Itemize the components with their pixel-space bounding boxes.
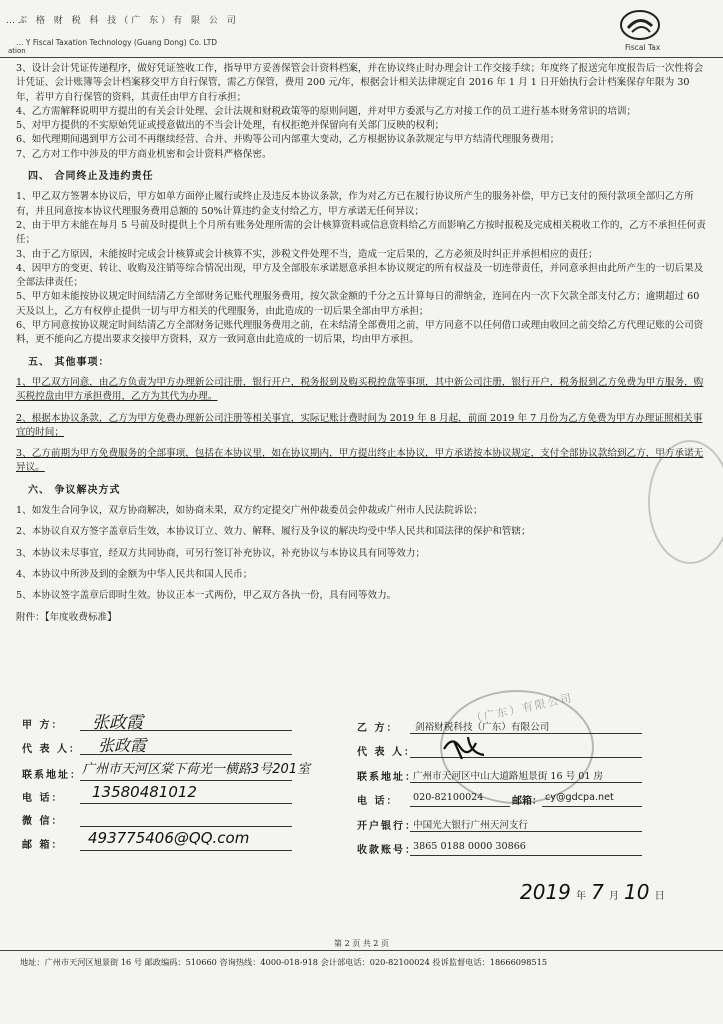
- party-b-phone-label: 电 话：: [357, 796, 399, 807]
- party-b-address-line: [410, 782, 642, 783]
- attachment-note: 附件：【年度收费标准】: [16, 611, 117, 623]
- footer-divider: [0, 950, 723, 951]
- header-divider: [0, 57, 723, 58]
- date-year-unit: 年: [576, 891, 586, 902]
- date-day-unit: 日: [654, 891, 665, 902]
- company-logo-icon: [618, 8, 662, 42]
- party-b-label: 乙 方：: [357, 723, 399, 734]
- party-b-bank: 中国光大银行广州天河支行: [413, 820, 529, 831]
- clause-7: 7、乙方对工作中涉及的甲方商业机密和会计资料严格保密。: [16, 148, 272, 160]
- date-month-unit: 月: [608, 891, 619, 902]
- s4-item: 1、甲乙双方签署本协议后，甲方如单方面停止履行或终止及违反本协议条款，作为对乙方已在履行协议所产生的服务补偿，甲方已支付的预付款项全部归乙方所有，并且同意按本协议代理服务费用总额的 50%计算违约金支付给乙方，甲方承诺无任何异议；: [16, 191, 694, 217]
- party-b-address: 广州市天河区中山大道路旭景街 16 号 01 房: [413, 771, 604, 782]
- party-a-address-line: [80, 780, 292, 781]
- clause-6: 6、如代理期间遇到甲方公司不再继续经营、合并、并购等公司内部重大变动，乙方根据协议条款规定与甲方结清代理服务费用；: [16, 134, 560, 146]
- party-b-name: 剑裕财税科技（广东）有限公司: [415, 722, 550, 733]
- s6-item: 4、本协议中所涉及到的金额为中华人民共和国人民币；: [16, 568, 253, 580]
- party-b-email-label: 邮箱：: [512, 796, 542, 807]
- company-name-en: … Y Fiscal Taxation Technology (Guang Dong) Co. LTD: [16, 38, 218, 47]
- party-a-rep-signature: 张政霞: [98, 736, 147, 755]
- party-b-email: cy@gdcpa.net: [545, 792, 614, 803]
- party-a-email: 493775406@QQ.com: [88, 829, 250, 847]
- section-6-title: 六、 争议解决方式: [28, 484, 121, 496]
- party-a-wechat-line: [80, 826, 292, 827]
- party-a-email-line: [80, 850, 292, 851]
- s5-item: 2、根据本协议条款，乙方为甲方免费办理新公司注册等相关事宜，实际记账计费时间为 2019 年 8 月起，前面 2019 年 7 月份为乙方免费为甲方办理证照相关事宜的时间；: [16, 412, 703, 438]
- s6-item: 2、本协议自双方签字盖章后生效，本协议订立、效力、解释、履行及争议的解决均受中华人民共和国法律的保护和管辖；: [16, 526, 531, 538]
- clause-4: 4、乙方需解释说明甲方提出的有关会计处理、会计法规和财税政策等的原则问题，并对甲方委派与乙方对接工作的员工进行基本财务常识的培训；: [16, 105, 637, 117]
- brand-right-label: Fiscal Tax: [625, 43, 661, 52]
- seal-text: （广东）有限公司: [469, 691, 575, 726]
- party-a-wechat-label: 微 信：: [22, 816, 64, 827]
- page-number: 第 2 页 共 2 页: [334, 939, 389, 948]
- s6-item: 5、本协议签字盖章后即时生效。协议正本一式两份，甲乙双方各执一份，具有同等效力。: [16, 590, 397, 602]
- party-b-account-label: 收款账号：: [357, 845, 417, 856]
- party-b-address-label: 联系地址：: [357, 772, 417, 783]
- contract-body: [16, 62, 706, 625]
- s6-item: 1、如发生合同争议，双方协商解决，如协商未果，双方约定提交广州仲裁委员会仲裁或广州市人民法院诉讼；: [16, 505, 483, 517]
- party-b-bank-label: 开户银行：: [357, 821, 417, 832]
- party-b-email-line: [542, 806, 642, 807]
- signing-date: [520, 880, 665, 904]
- footer-contact: 地址：广州市天河区旭景街 16 号 邮政编码：510660 咨询热线：4000-018-918 会计部电话：020-82100024 投诉监督电话：18666098515: [20, 957, 548, 967]
- seal-stamp-margin: [648, 440, 723, 564]
- s4-item: 6、甲方同意按协议规定时间结清乙方全部财务记账代理服务费用之前，在未结清全部费用之前，甲方同意不以任何借口或理由收回之前交给乙方代理记账的公司资料，更不能向乙方提出要求交接甲方资料，双方一致同意由此造成的一切后果，均由甲方承担。: [16, 320, 704, 346]
- s5-item: 3、乙方前期为甲方免费服务的全部事项，包括在本协议里，如在协议期内，甲方提出终止本协议，甲方承诺按本协议规定，支付全部协议款给到乙方，甲方承诺无异议。: [16, 448, 704, 474]
- s4-item: 2、由于甲方未能在每月 5 号前及时提供上个月所有账务处理所需的会计核算资料或信息资料给乙方而影响乙方按时报税及完成相关税收工作的，乙方不承担任何责任；: [16, 219, 706, 246]
- party-b-rep-label: 代 表 人：: [357, 747, 416, 758]
- clause-5: 5、对甲方提供的不实原始凭证或授意做出的不当会计处理，有权拒绝并保留向有关部门反映的权利；: [16, 120, 445, 132]
- s4-item: 3、由于乙方原因，未能按时完成会计核算或会计核算不实，涉税文件处理不当，造成一定后果的，乙方必须及时纠正并承担相应的责任；: [16, 248, 598, 260]
- party-a-address: 广州市天河区棠下荷光一横路3号201室: [82, 762, 311, 777]
- party-a-signature: 张政霞: [92, 713, 143, 733]
- party-b-account-line: [410, 855, 642, 856]
- party-b-phone-line: [410, 806, 510, 807]
- s4-item: 4、因甲方的变更、转让、收购及注销等综合情况出现，甲方及全部股东承诺愿意承担本协议规定的所有权益及一切连带责任，并同意承担由此所产生的一切后果及全部法律责任；: [16, 262, 704, 289]
- company-name-en-tail: ation: [8, 47, 26, 55]
- party-a-address-label: 联系地址：: [22, 770, 82, 781]
- date-day: 10: [624, 880, 650, 904]
- s5-item: 1、甲乙双方同意，由乙方负责为甲方办理新公司注册，银行开户，税务报到及购买税控盘等事项，其中新公司注册，银行开户，税务报到乙方免费为甲方服务，购买税控盘由甲方承担费用，乙方为其代为办理。: [16, 376, 704, 403]
- party-a-phone: 13580481012: [92, 783, 197, 801]
- company-name-cn: …ぶ 格 财 税 科 技（广 东）有 限 公 司: [6, 16, 239, 26]
- s6-item: 3、本协议未尽事宜，经双方共同协商，可另行签订补充协议，补充协议与本协议具有同等效力；: [16, 547, 426, 559]
- date-year: 2019: [520, 880, 571, 904]
- clause-3: 3、设计会计凭证传递程序，做好凭证签收工作，指导甲方妥善保管会计资料档案，并在协议终止时办理会计工作交接手续；年度终了报送完年度报告后一次性将会计凭证、会计账簿等会计档案移交甲方自行保管，需乙方保管，费用 200 元/年，根据会计相关法律规定自 2016 年 1 月 1 日开始执行会计档案保存年限为 30 年，若甲方自行保管的资料，其责任由甲方自行承担；: [16, 63, 704, 103]
- party-a-email-label: 邮 箱：: [22, 840, 64, 851]
- section-4-title: 四、 合同终止及违约责任: [28, 171, 154, 183]
- party-a-rep-label: 代 表 人：: [22, 744, 81, 755]
- party-b-phone: 020-82100024: [413, 792, 484, 803]
- party-a-phone-label: 电 话：: [22, 793, 64, 804]
- party-b-account: 3865 0188 0000 30866: [413, 841, 526, 852]
- s4-item: 5、甲方如未能按协议规定时间结清乙方全部财务记账代理服务费用，按欠款金额的千分之五计算每日的滞纳金，连同在内一次下欠款全部支付乙方；逾期超过 60 天及以上，乙方有权停止提供一切与甲方相关的代理服务，由此造成的一切后果全部由甲方承担；: [16, 291, 700, 317]
- party-b-signature: [440, 733, 490, 763]
- date-month: 7: [591, 880, 604, 904]
- section-5-title: 五、 其他事项：: [28, 356, 110, 368]
- party-a-label: 甲 方：: [22, 720, 64, 731]
- party-a-phone-line: [80, 803, 292, 804]
- party-b-bank-line: [410, 831, 642, 832]
